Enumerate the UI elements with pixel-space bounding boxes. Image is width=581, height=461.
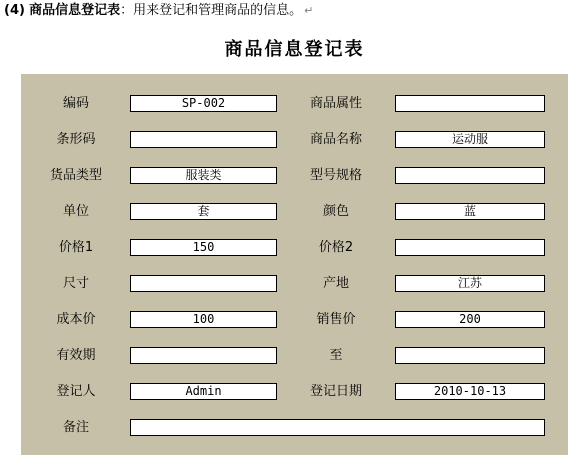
barcode-field[interactable] xyxy=(130,131,277,148)
label-attribute: 商品属性 xyxy=(309,96,362,111)
attribute-field[interactable] xyxy=(395,95,545,112)
label-price1: 价格1 xyxy=(58,240,94,255)
remarks-field[interactable] xyxy=(130,419,545,436)
label-valid-to: 至 xyxy=(329,348,343,363)
label-code: 编码 xyxy=(62,96,89,111)
size-field[interactable] xyxy=(130,275,277,292)
code-field[interactable]: SP-002 xyxy=(130,95,277,112)
label-cost-price: 成本价 xyxy=(56,312,96,327)
label-size: 尺寸 xyxy=(62,276,89,291)
sale-price-field[interactable]: 200 xyxy=(395,311,545,328)
label-reg-date: 登记日期 xyxy=(309,384,362,399)
label-category: 货品类型 xyxy=(49,168,102,183)
label-barcode: 条形码 xyxy=(56,132,96,147)
form-panel xyxy=(21,74,568,455)
heading-rest-text: ：用来登记和管理商品的信息。 xyxy=(120,3,303,18)
label-sale-price: 销售价 xyxy=(316,312,356,327)
label-origin: 产地 xyxy=(322,276,349,291)
cost-price-field[interactable]: 100 xyxy=(130,311,277,328)
label-name: 商品名称 xyxy=(309,132,362,147)
price2-field[interactable] xyxy=(395,239,545,256)
unit-field[interactable]: 套 xyxy=(130,203,277,220)
label-remarks: 备注 xyxy=(62,420,89,435)
model-spec-field[interactable] xyxy=(395,167,545,184)
name-field[interactable]: 运动服 xyxy=(395,131,545,148)
document-heading xyxy=(4,3,313,19)
color-field[interactable]: 蓝 xyxy=(395,203,545,220)
heading-prefix: (4) xyxy=(4,3,25,18)
label-model-spec: 型号规格 xyxy=(309,168,362,183)
label-color: 颜色 xyxy=(322,204,349,219)
label-unit: 单位 xyxy=(62,204,89,219)
reg-date-field[interactable]: 2010-10-13 xyxy=(395,383,545,400)
label-price2: 价格2 xyxy=(318,240,354,255)
heading-bold-text: 商品信息登记表 xyxy=(29,3,121,18)
valid-to-field[interactable] xyxy=(395,347,545,364)
form-title: 商品信息登记表 xyxy=(224,39,365,60)
label-valid-from: 有效期 xyxy=(56,348,96,363)
valid-from-field[interactable] xyxy=(130,347,277,364)
paragraph-mark-icon: ↵ xyxy=(304,4,314,17)
form-title-band xyxy=(21,27,568,74)
category-field[interactable]: 服装类 xyxy=(130,167,277,184)
label-registrant: 登记人 xyxy=(56,384,96,399)
price1-field[interactable]: 150 xyxy=(130,239,277,256)
registrant-field[interactable]: Admin xyxy=(130,383,277,400)
origin-field[interactable]: 江苏 xyxy=(395,275,545,292)
